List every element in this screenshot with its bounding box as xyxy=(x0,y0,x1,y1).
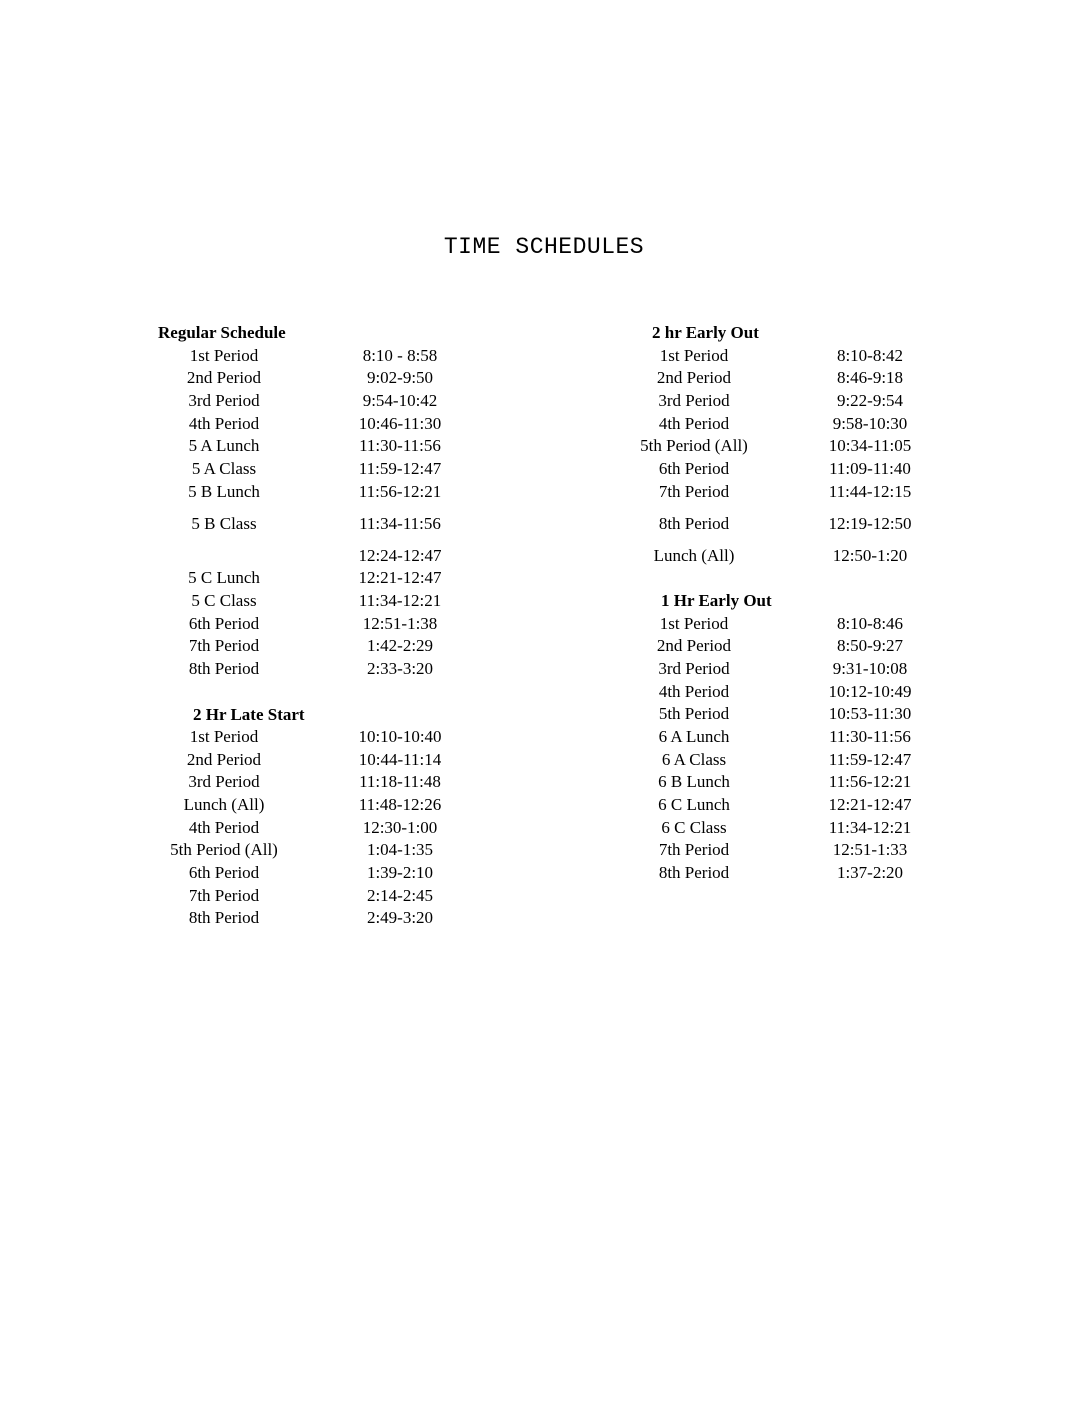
period-label: 2nd Period xyxy=(186,750,262,769)
period-label: 6th Period xyxy=(658,459,730,478)
period-label: 4th Period xyxy=(658,682,730,701)
period-label: 8th Period xyxy=(188,659,260,678)
period-time: 1:04-1:35 xyxy=(366,840,434,859)
period-time: 11:18-11:48 xyxy=(359,772,441,791)
period-label: 6 C Lunch xyxy=(658,795,730,814)
period-label: 3rd Period xyxy=(188,772,260,791)
period-time: 8:10-8:46 xyxy=(836,614,904,633)
period-label: 6 B Lunch xyxy=(658,772,730,791)
period-time: 2:33-3:20 xyxy=(366,659,434,678)
section-title: Regular Schedule xyxy=(158,323,286,342)
period-label: 2nd Period xyxy=(656,636,732,655)
period-label: 8th Period xyxy=(658,514,730,533)
period-label: 7th Period xyxy=(188,886,260,905)
period-time: 8:10-8:42 xyxy=(836,346,904,365)
period-time: 1:37-2:20 xyxy=(836,863,904,882)
period-label: 1st Period xyxy=(189,346,259,365)
period-time: 11:48-12:26 xyxy=(358,795,442,814)
period-label: 6 C Class xyxy=(661,818,727,837)
period-time: 2:14-2:45 xyxy=(366,886,434,905)
period-time: 9:02-9:50 xyxy=(366,368,434,387)
period-time: 12:30-1:00 xyxy=(362,818,438,837)
period-label: 1st Period xyxy=(659,346,729,365)
period-time: 10:46-11:30 xyxy=(358,414,442,433)
page-title: TIME SCHEDULES xyxy=(443,234,645,260)
period-label: 3rd Period xyxy=(188,391,260,410)
period-time: 10:53-11:30 xyxy=(828,704,912,723)
period-time: 2:49-3:20 xyxy=(366,908,434,927)
period-time: 11:44-12:15 xyxy=(828,482,912,501)
period-label: 8th Period xyxy=(188,908,260,927)
period-label: 5 C Class xyxy=(191,591,257,610)
period-label: 6 A Class xyxy=(661,750,727,769)
period-label: 5 A Class xyxy=(191,459,257,478)
period-time: 11:56-12:21 xyxy=(358,482,442,501)
period-time: 10:12-10:49 xyxy=(828,682,912,701)
period-time: 11:59-12:47 xyxy=(828,750,912,769)
period-time: 11:56-12:21 xyxy=(828,772,912,791)
period-time: 11:30-11:56 xyxy=(829,727,911,746)
period-label: 3rd Period xyxy=(658,391,730,410)
period-time: 12:21-12:47 xyxy=(828,795,912,814)
period-time: 12:50-1:20 xyxy=(832,546,908,565)
period-time: 12:24-12:47 xyxy=(358,546,442,565)
period-time: 9:58-10:30 xyxy=(832,414,908,433)
period-label: 4th Period xyxy=(188,414,260,433)
period-time: 10:34-11:05 xyxy=(828,436,912,455)
section-title: 2 hr Early Out xyxy=(652,323,759,342)
period-label: 6th Period xyxy=(188,863,260,882)
period-label: 2nd Period xyxy=(186,368,262,387)
period-label: Lunch (All) xyxy=(183,795,265,814)
period-label: 1st Period xyxy=(189,727,259,746)
period-time: 8:50-9:27 xyxy=(836,636,904,655)
period-label: 7th Period xyxy=(188,636,260,655)
period-time: 11:34-12:21 xyxy=(828,818,912,837)
period-label: 7th Period xyxy=(658,482,730,501)
period-time: 1:42-2:29 xyxy=(366,636,434,655)
period-time: 12:21-12:47 xyxy=(358,568,442,587)
period-time: 12:19-12:50 xyxy=(828,514,912,533)
period-time: 11:34-11:56 xyxy=(359,514,441,533)
period-label: 5 A Lunch xyxy=(188,436,260,455)
period-time: 8:46-9:18 xyxy=(836,368,904,387)
period-label: 2nd Period xyxy=(656,368,732,387)
period-time: 10:10-10:40 xyxy=(358,727,442,746)
period-label: 7th Period xyxy=(658,840,730,859)
period-label: 5th Period xyxy=(658,704,730,723)
period-time: 9:31-10:08 xyxy=(832,659,908,678)
period-time: 11:34-12:21 xyxy=(358,591,442,610)
period-time: 11:09-11:40 xyxy=(829,459,911,478)
period-label: 6th Period xyxy=(188,614,260,633)
section-title: 1 Hr Early Out xyxy=(661,591,772,610)
period-label: 5th Period (All) xyxy=(640,436,748,455)
period-label: Lunch (All) xyxy=(653,546,735,565)
period-time: 9:54-10:42 xyxy=(362,391,438,410)
period-time: 11:59-12:47 xyxy=(358,459,442,478)
period-label: 8th Period xyxy=(658,863,730,882)
period-label: 3rd Period xyxy=(658,659,730,678)
period-label: 1st Period xyxy=(659,614,729,633)
period-label: 5 C Lunch xyxy=(188,568,260,587)
period-time: 1:39-2:10 xyxy=(366,863,434,882)
period-time: 11:30-11:56 xyxy=(359,436,441,455)
period-time: 12:51-1:38 xyxy=(362,614,438,633)
period-label: 4th Period xyxy=(188,818,260,837)
period-time: 10:44-11:14 xyxy=(358,750,442,769)
period-label: 6 A Lunch xyxy=(658,727,730,746)
period-time: 12:51-1:33 xyxy=(832,840,908,859)
period-label: 5 B Class xyxy=(191,514,257,533)
period-label: 5th Period (All) xyxy=(170,840,278,859)
section-title: 2 Hr Late Start xyxy=(193,705,305,724)
period-time: 8:10 - 8:58 xyxy=(362,346,438,365)
period-label: 4th Period xyxy=(658,414,730,433)
period-label: 5 B Lunch xyxy=(188,482,260,501)
period-time: 9:22-9:54 xyxy=(836,391,904,410)
